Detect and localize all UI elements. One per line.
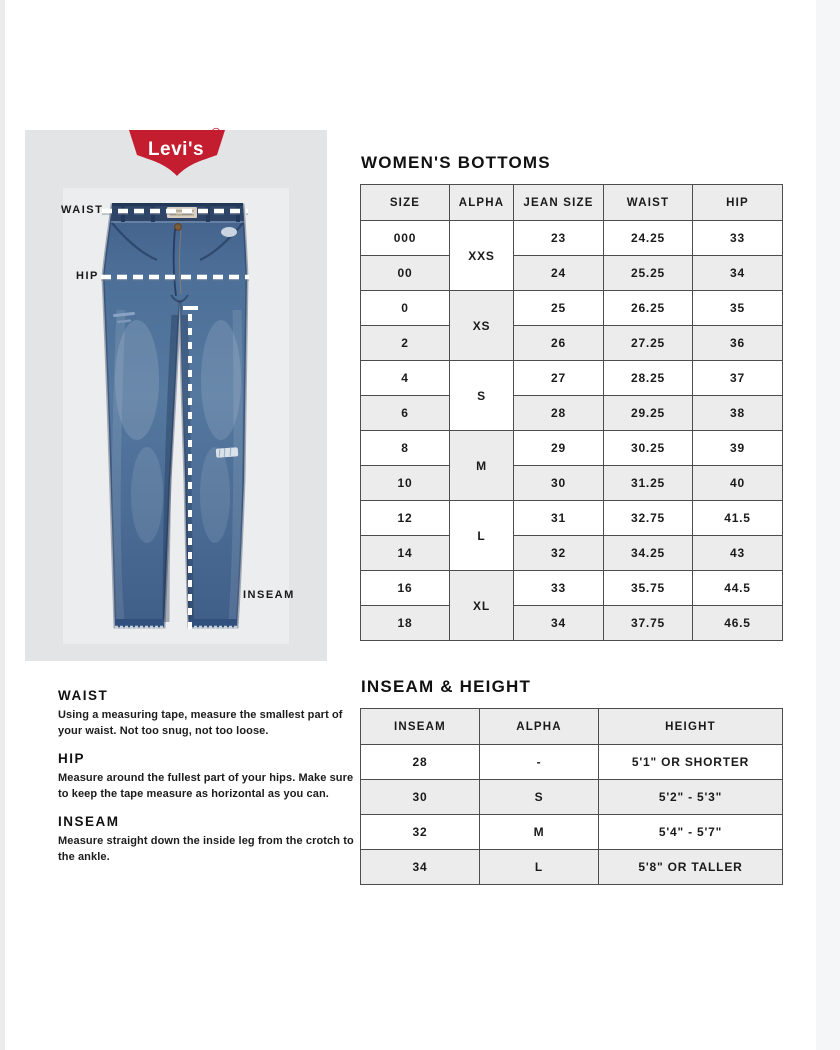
table-row	[361, 466, 783, 501]
levis-batwing-logo	[127, 124, 227, 178]
inseam-cell: 30	[361, 780, 480, 815]
table-row	[361, 536, 783, 571]
jean-size-cell: 24	[514, 256, 604, 291]
inseam-height-title: INSEAM & HEIGHT	[361, 677, 532, 696]
jean-size-cell: 23	[514, 221, 604, 256]
hip-cell: 33	[693, 221, 783, 256]
jean-size-cell: 30	[514, 466, 604, 501]
alpha-cell: L	[480, 850, 599, 885]
table-row	[361, 606, 783, 641]
table-header-row	[361, 709, 783, 745]
definition-text-inseam: Measure straight down the inside leg from the crotch to the ankle.	[58, 835, 354, 863]
inseam-cell: 32	[361, 815, 480, 850]
height-cell: 5'8" OR TALLER	[599, 850, 783, 885]
col-header-waist: WAIST	[604, 185, 693, 221]
col-header-height: HEIGHT	[599, 709, 783, 745]
inseam-height-section	[360, 677, 784, 885]
alpha-cell: -	[480, 745, 599, 780]
jean-size-cell: 27	[514, 361, 604, 396]
table-row	[361, 571, 783, 606]
hip-cell: 38	[693, 396, 783, 431]
definition-text-hip: Measure around the fullest part of your hips. Make sure to keep the tape measure as horizontal as you can.	[58, 772, 354, 800]
col-header-alpha: ALPHA	[480, 709, 599, 745]
definition-term-inseam: INSEAM	[58, 814, 120, 829]
jean-size-cell: 33	[514, 571, 604, 606]
hip-cell: 39	[693, 431, 783, 466]
alpha-cell: XXS	[450, 221, 514, 291]
waist-diagram-label: WAIST	[61, 204, 104, 216]
size-cell: 12	[361, 501, 450, 536]
hip-cell: 44.5	[693, 571, 783, 606]
table-row	[361, 815, 783, 850]
left-edge-strip	[0, 0, 5, 1050]
measurement-definitions	[58, 688, 360, 877]
waist-cell: 28.25	[604, 361, 693, 396]
alpha-cell: S	[480, 780, 599, 815]
waist-cell: 25.25	[604, 256, 693, 291]
jean-size-cell: 26	[514, 326, 604, 361]
height-cell: 5'1" OR SHORTER	[599, 745, 783, 780]
waist-cell: 37.75	[604, 606, 693, 641]
registered-mark: ®	[211, 126, 221, 140]
hip-cell: 46.5	[693, 606, 783, 641]
table-row	[361, 431, 783, 466]
hip-cell: 36	[693, 326, 783, 361]
womens-bottoms-section	[360, 153, 784, 641]
waist-cell: 26.25	[604, 291, 693, 326]
size-cell: 16	[361, 571, 450, 606]
table-row	[361, 501, 783, 536]
table-row	[361, 396, 783, 431]
jean-size-cell: 31	[514, 501, 604, 536]
table-row	[361, 256, 783, 291]
col-header-size: SIZE	[361, 185, 450, 221]
waist-cell: 34.25	[604, 536, 693, 571]
definition-text-waist: Using a measuring tape, measure the smallest part of your waist. Not too snug, not too loose.	[58, 709, 343, 737]
alpha-cell: S	[450, 361, 514, 431]
alpha-cell: M	[480, 815, 599, 850]
size-cell: 000	[361, 221, 450, 256]
jean-size-cell: 29	[514, 431, 604, 466]
col-header-alpha: ALPHA	[450, 185, 514, 221]
waist-cell: 29.25	[604, 396, 693, 431]
definition-term-hip: HIP	[58, 751, 86, 766]
jean-size-cell: 32	[514, 536, 604, 571]
hip-cell: 34	[693, 256, 783, 291]
col-header-hip: HIP	[693, 185, 783, 221]
size-cell: 14	[361, 536, 450, 571]
col-header-inseam: INSEAM	[361, 709, 480, 745]
size-cell: 2	[361, 326, 450, 361]
table-row	[361, 221, 783, 256]
alpha-cell: L	[450, 501, 514, 571]
hip-cell: 41.5	[693, 501, 783, 536]
jean-size-cell: 25	[514, 291, 604, 326]
inseam-diagram-label: INSEAM	[243, 589, 295, 601]
definition-term-waist: WAIST	[58, 688, 109, 703]
table-row	[361, 780, 783, 815]
logo-text: Levi's	[147, 139, 205, 160]
womens-bottoms-title: WOMEN'S BOTTOMS	[361, 153, 551, 172]
table-header-row	[361, 185, 783, 221]
hip-diagram-label: HIP	[76, 270, 99, 282]
hip-cell: 37	[693, 361, 783, 396]
hip-cell: 40	[693, 466, 783, 501]
waist-cell: 30.25	[604, 431, 693, 466]
alpha-cell: M	[450, 431, 514, 501]
alpha-cell: XL	[450, 571, 514, 641]
height-cell: 5'2" - 5'3"	[599, 780, 783, 815]
waist-cell: 27.25	[604, 326, 693, 361]
size-cell: 10	[361, 466, 450, 501]
inseam-cell: 28	[361, 745, 480, 780]
hip-cell: 43	[693, 536, 783, 571]
size-cell: 8	[361, 431, 450, 466]
table-row	[361, 850, 783, 885]
waist-cell: 24.25	[604, 221, 693, 256]
alpha-cell: XS	[450, 291, 514, 361]
size-cell: 6	[361, 396, 450, 431]
size-cell: 00	[361, 256, 450, 291]
waist-cell: 31.25	[604, 466, 693, 501]
height-cell: 5'4" - 5'7"	[599, 815, 783, 850]
inseam-height-table	[360, 708, 783, 885]
waist-cell: 35.75	[604, 571, 693, 606]
inseam-cell: 34	[361, 850, 480, 885]
jean-size-cell: 34	[514, 606, 604, 641]
waist-cell: 32.75	[604, 501, 693, 536]
womens-bottoms-table	[360, 184, 783, 641]
table-row	[361, 326, 783, 361]
table-row	[361, 361, 783, 396]
size-cell: 18	[361, 606, 450, 641]
size-cell: 0	[361, 291, 450, 326]
hip-cell: 35	[693, 291, 783, 326]
table-row	[361, 745, 783, 780]
col-header-jean-size: JEAN SIZE	[514, 185, 604, 221]
right-edge-strip	[816, 0, 840, 1050]
table-row	[361, 291, 783, 326]
jean-size-cell: 28	[514, 396, 604, 431]
size-cell: 4	[361, 361, 450, 396]
